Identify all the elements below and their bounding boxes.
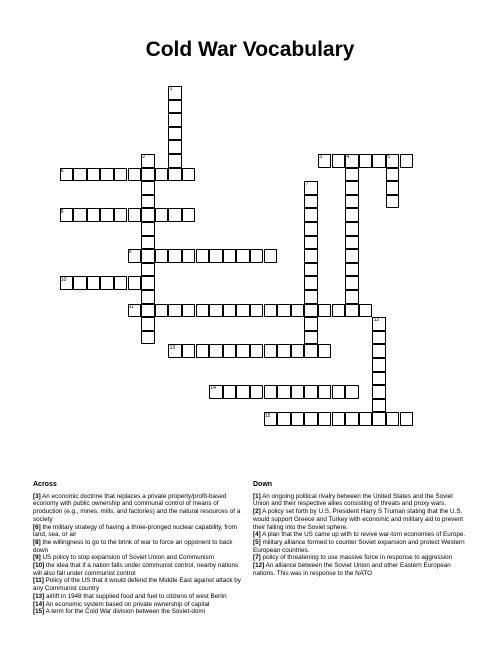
down-clue: [253, 539, 467, 554]
grid-cell[interactable]: [304, 276, 318, 290]
grid-cell[interactable]: [223, 344, 237, 358]
grid-cell[interactable]: [386, 412, 400, 426]
grid-cell[interactable]: [400, 154, 414, 168]
clue-text: policy of threatening to use massive force in response to aggression: [260, 554, 453, 562]
grid-cell[interactable]: [345, 195, 359, 209]
across-clue: [33, 524, 246, 539]
grid-cell[interactable]: [141, 222, 155, 236]
grid-cell[interactable]: [168, 140, 182, 154]
grid-cell[interactable]: [372, 412, 386, 426]
grid-cell[interactable]: [359, 154, 373, 168]
clue-text: An ongoing political rivalry between the United States and the Soviet Union and their respective allies consisting of threats and proxy wars.: [253, 492, 453, 508]
grid-cell[interactable]: [291, 385, 305, 399]
grid-cell[interactable]: [168, 304, 182, 318]
grid-number: 14: [210, 385, 216, 392]
grid-cell[interactable]: [345, 249, 359, 263]
grid-cell[interactable]: [141, 331, 155, 345]
grid-cell[interactable]: [277, 344, 291, 358]
clue-text: US policy to stop expansion of Soviet Union and Communism: [40, 554, 214, 562]
grid-cell[interactable]: [332, 304, 346, 318]
down-clue: [253, 554, 467, 562]
grid-number: 7: [305, 181, 309, 188]
clue-text: Policy of the US that it would defend the Middle East against attack by any Communist country: [33, 577, 241, 593]
grid-cell[interactable]: [291, 344, 305, 358]
grid-cell[interactable]: [372, 385, 386, 399]
grid-cell[interactable]: [155, 208, 169, 222]
grid-cell[interactable]: [345, 222, 359, 236]
clue-text: A policy set forth by U.S. President Harry S Truman stating that the U.S. would support Greece and Turkey with economic and military aid to prevent their falling into the Soviet sphere.: [253, 508, 464, 531]
grid-cell[interactable]: [73, 208, 87, 222]
clue-number: [13]: [33, 592, 45, 600]
page-title: Cold War Vocabulary: [145, 38, 355, 61]
grid-number: 4: [346, 154, 350, 161]
grid-cell[interactable]: [386, 168, 400, 182]
grid-cell[interactable]: [196, 249, 210, 263]
grid-cell[interactable]: [250, 385, 264, 399]
grid-cell[interactable]: [318, 344, 332, 358]
down-clue: [253, 531, 467, 539]
grid-cell[interactable]: [141, 236, 155, 250]
grid-cell[interactable]: [87, 208, 101, 222]
grid-cell[interactable]: [264, 249, 278, 263]
grid-cell[interactable]: [332, 154, 346, 168]
grid-cell[interactable]: [359, 412, 373, 426]
across-heading: Across: [33, 481, 57, 488]
grid-cell[interactable]: [209, 304, 223, 318]
grid-cell[interactable]: [196, 344, 210, 358]
grid-cell[interactable]: [141, 304, 155, 318]
grid-cell[interactable]: [304, 222, 318, 236]
grid-cell[interactable]: [236, 249, 250, 263]
grid-cell[interactable]: [372, 358, 386, 372]
grid-number: 11: [128, 303, 134, 310]
clue-number: [15]: [33, 608, 45, 616]
across-clue: [33, 608, 246, 616]
grid-cell[interactable]: [250, 249, 264, 263]
grid-number: 2: [142, 154, 146, 161]
grid-cell[interactable]: [182, 344, 196, 358]
grid-cell[interactable]: [168, 100, 182, 114]
grid-cell[interactable]: [155, 168, 169, 182]
clue-text: An alliance between the Soviet Union and other Eastern European nations. This was in response to the NATO: [253, 562, 451, 577]
grid-cell[interactable]: [304, 236, 318, 250]
grid-cell[interactable]: [345, 304, 359, 318]
clue-number: [9]: [33, 554, 41, 562]
grid-cell[interactable]: [209, 249, 223, 263]
grid-cell[interactable]: [141, 276, 155, 290]
grid-cell[interactable]: [182, 249, 196, 263]
grid-cell[interactable]: [264, 385, 278, 399]
across-clue: [33, 554, 246, 562]
grid-cell[interactable]: [318, 385, 332, 399]
grid-cell[interactable]: [100, 276, 114, 290]
grid-cell[interactable]: [155, 249, 169, 263]
clue-number: [10]: [33, 562, 45, 570]
grid-cell[interactable]: [168, 168, 182, 182]
grid-cell[interactable]: [128, 276, 142, 290]
grid-cell[interactable]: [236, 385, 250, 399]
grid-cell[interactable]: [223, 249, 237, 263]
grid-cell[interactable]: [372, 154, 386, 168]
clue-text: A term for the Cold War division between the Soviet-domi: [44, 608, 205, 616]
grid-cell[interactable]: [304, 290, 318, 304]
grid-number: 12: [373, 317, 380, 324]
down-clue: [253, 562, 467, 577]
down-clue: [253, 493, 467, 508]
grid-number: 3: [319, 154, 322, 161]
clue-text: the willingness to go to the brink of war to force an opponent to back down: [33, 538, 233, 554]
across-clues: [33, 481, 246, 616]
grid-cell[interactable]: [345, 263, 359, 277]
grid-cell[interactable]: [141, 208, 155, 222]
clue-number: [1]: [253, 492, 261, 500]
grid-cell[interactable]: [141, 195, 155, 209]
grid-cell[interactable]: [141, 290, 155, 304]
clue-number: [6]: [33, 523, 41, 531]
grid-cell[interactable]: [277, 385, 291, 399]
clue-text: A plan that the US came up with to revive war-torn economies of Europe.: [260, 531, 466, 539]
grid-number: 8: [60, 208, 64, 215]
grid-cell[interactable]: [345, 181, 359, 195]
grid-cell[interactable]: [345, 208, 359, 222]
grid-cell[interactable]: [264, 344, 278, 358]
grid-cell[interactable]: [168, 154, 182, 168]
clue-number: [5]: [253, 538, 261, 546]
clue-number: [4]: [253, 531, 261, 539]
grid-cell[interactable]: [155, 304, 169, 318]
across-clue: [33, 577, 246, 592]
grid-cell[interactable]: [182, 168, 196, 182]
down-clues: [253, 481, 467, 577]
grid-cell[interactable]: [250, 344, 264, 358]
clue-text: the military strategy of having a three-pronged nuclear capability, from land, sea, or air: [33, 523, 237, 539]
grid-cell[interactable]: [141, 181, 155, 195]
across-clue: [33, 493, 246, 524]
grid-cell[interactable]: [345, 236, 359, 250]
grid-cell[interactable]: [318, 412, 332, 426]
grid-cell[interactable]: [250, 304, 264, 318]
grid-cell[interactable]: [304, 385, 318, 399]
grid-cell[interactable]: [277, 412, 291, 426]
grid-cell[interactable]: [277, 304, 291, 318]
grid-cell[interactable]: [168, 249, 182, 263]
grid-cell[interactable]: [141, 263, 155, 277]
clue-text: military alliance formed to counter Soviet expansion and protect Western European countries.: [253, 538, 465, 554]
grid-cell[interactable]: [332, 385, 346, 399]
grid-number: 1: [169, 86, 173, 93]
grid-cell[interactable]: [372, 344, 386, 358]
grid-cell[interactable]: [87, 276, 101, 290]
grid-cell[interactable]: [386, 181, 400, 195]
grid-cell[interactable]: [100, 208, 114, 222]
grid-cell[interactable]: [304, 412, 318, 426]
down-clue: [253, 508, 467, 531]
down-heading: Down: [253, 481, 273, 488]
grid-cell[interactable]: [372, 331, 386, 345]
grid-cell[interactable]: [291, 304, 305, 318]
across-clue: [33, 539, 246, 554]
grid-cell[interactable]: [182, 208, 196, 222]
grid-cell[interactable]: [372, 399, 386, 413]
grid-cell[interactable]: [372, 372, 386, 386]
grid-cell[interactable]: [400, 412, 414, 426]
across-clue: [33, 593, 246, 601]
grid-cell[interactable]: [345, 290, 359, 304]
across-clue: [33, 562, 246, 577]
grid-cell[interactable]: [345, 412, 359, 426]
grid-cell[interactable]: [87, 168, 101, 182]
grid-cell[interactable]: [359, 304, 373, 318]
grid-cell[interactable]: [345, 168, 359, 182]
grid-cell[interactable]: [141, 317, 155, 331]
grid-cell[interactable]: [236, 344, 250, 358]
clue-number: [8]: [33, 538, 41, 546]
grid-number: 5: [387, 154, 390, 161]
grid-cell[interactable]: [100, 168, 114, 182]
grid-cell[interactable]: [304, 331, 318, 345]
grid-cell[interactable]: [291, 412, 305, 426]
grid-cell[interactable]: [182, 304, 196, 318]
clue-number: [7]: [253, 554, 261, 562]
grid-cell[interactable]: [196, 304, 210, 318]
grid-cell[interactable]: [114, 276, 128, 290]
grid-cell[interactable]: [304, 263, 318, 277]
grid-cell[interactable]: [304, 249, 318, 263]
grid-cell[interactable]: [345, 276, 359, 290]
grid-cell[interactable]: [114, 208, 128, 222]
grid-cell[interactable]: [264, 304, 278, 318]
clue-number: [11]: [33, 577, 44, 585]
clue-number: [12]: [253, 562, 265, 570]
grid-cell[interactable]: [223, 304, 237, 318]
grid-cell[interactable]: [236, 304, 250, 318]
clue-text: the idea that if a nation falls under communist control, nearby nations will also fall under communist control: [33, 562, 239, 577]
grid-cell[interactable]: [128, 168, 142, 182]
clue-text: An economic system based on private ownership of capital: [44, 600, 210, 608]
clue-text: airlift in 1948 that supplied food and fuel to citizens of west Berlin: [44, 592, 227, 600]
grid-cell[interactable]: [168, 208, 182, 222]
clue-number: [14]: [33, 600, 45, 608]
grid-cell[interactable]: [209, 344, 223, 358]
grid-number: 6: [60, 167, 64, 174]
grid-cell[interactable]: [168, 113, 182, 127]
grid-cell[interactable]: [114, 168, 128, 182]
grid-cell[interactable]: [304, 344, 318, 358]
grid-cell[interactable]: [304, 304, 318, 318]
grid-cell[interactable]: [304, 317, 318, 331]
clue-number: [2]: [253, 508, 261, 516]
grid-cell[interactable]: [304, 195, 318, 209]
grid-cell[interactable]: [141, 249, 155, 263]
grid-number: 15: [264, 412, 271, 419]
grid-cell[interactable]: [332, 412, 346, 426]
grid-cell[interactable]: [223, 385, 237, 399]
grid-cell[interactable]: [168, 127, 182, 141]
grid-cell[interactable]: [386, 195, 400, 209]
grid-cell[interactable]: [345, 385, 359, 399]
across-clue: [33, 601, 246, 609]
grid-cell[interactable]: [304, 208, 318, 222]
grid-cell[interactable]: [141, 168, 155, 182]
grid-cell[interactable]: [318, 304, 332, 318]
grid-number: 13: [169, 344, 176, 351]
grid-cell[interactable]: [128, 208, 142, 222]
grid-cell[interactable]: [73, 168, 87, 182]
grid-cell[interactable]: [73, 276, 87, 290]
clue-text: An economic doctrine that replaces a private property/profit-based economy with public ownership and communal control of means of production (e.g., mines, mills, and factories) and the natural resources of a society: [33, 492, 241, 523]
clue-number: [3]: [33, 492, 41, 500]
grid-number: 10: [60, 276, 67, 283]
grid-number: 9: [128, 249, 132, 256]
